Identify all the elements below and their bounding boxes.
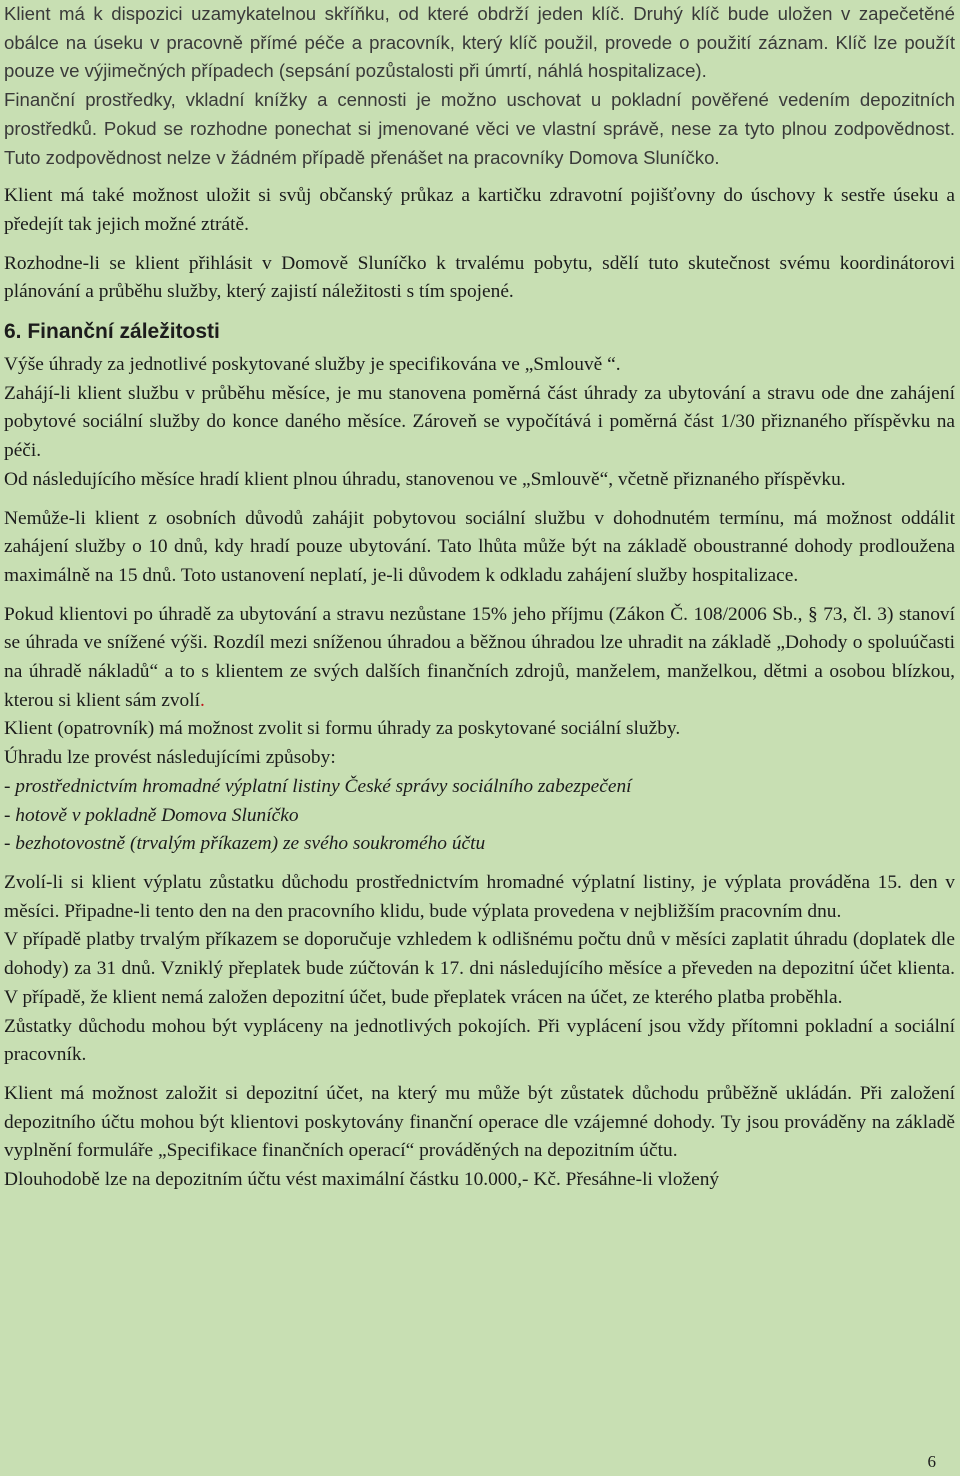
paragraph-full-payment: Od následujícího měsíce hradí klient plnou úhradu, stanovenou ve „Smlouvě“, včetně přiznaného příspěvku. — [4, 468, 846, 490]
paragraph-reduced-payment — [4, 601, 955, 716]
reduced-payment-text: Pokud klientovi po úhradě za ubytování a stravu nezůstane 15% jeho příjmu (Zákon Č. 108/2006 Sb., § 73, čl. 3) stanoví se úhrada ve snížené výši. Rozdíl mezi sníženou úhradou a běžnou úhradou lze uhradit na základě „Dohody o spoluúčasti na úhradě nákladů“ a to s klientem ze svých dalších finančních zdrojů, manželem, manželkou, dětmi a osobou blízkou, kterou si klient sám zvolí — [4, 603, 955, 711]
page-number: 6 — [927, 1452, 936, 1471]
paragraph-postpone-start: Nemůže-li klient z osobních důvodů zahájit pobytovou sociální službu v dohodnutém termínu, má možnost oddálit zahájení služby o 10 dnů, kdy hradí pouze ubytování. Tato lhůta může být na základě oboustranné dohody prodloužena maximálně na 15 dnů. Toto ustanovení neplatí, je-li důvodem k odkladu zahájení služby hospitalizace. — [4, 507, 955, 586]
paragraph-permanent-stay: Rozhodne-li se klient přihlásit v Domově Sluníčko k trvalému pobytu, sdělí tuto skutečnost svému koordinátorovi plánování a průběhu služby, který zajistí náležitosti s tím spojené. — [4, 252, 955, 303]
paragraph-mid-month-start: Zahájí-li klient službu v průběhu měsíce, je mu stanovena poměrná část úhrady za ubytování a stravu ode dne zahájení pobytové sociální služby do konce daného měsíce. Zároveň se vypočítává i poměrná část 1/30 přiznaného příspěvku na péči. — [4, 382, 955, 462]
payment-methods-list — [4, 773, 955, 859]
list-item: - prostřednictvím hromadné výplatní listiny České správy sociálního zabezpečení — [4, 775, 632, 797]
paragraph-id-card-storage: Klient má také možnost uložit si svůj občanský průkaz a kartičku zdravotní pojišťovny do úschovy k sestře úseku a předejít tak jejich možné ztrátě. — [4, 185, 955, 235]
paragraph-payment-amount: Výše úhrady za jednotlivé poskytované služby je specifikována ve „Smlouvě “. — [4, 354, 621, 376]
paragraph-payment-methods-intro: Úhradu lze provést následujícími způsoby: — [4, 747, 336, 769]
paragraph-deposit-limit: Dlouhodobě lze na depozitním účtu vést maximální částku 10.000,- Kč. Přesáhne-li vložený — [4, 1169, 720, 1191]
reduced-payment-period: . — [200, 689, 205, 711]
paragraph-deposit-account: Klient má možnost založit si depozitní účet, na který mu může být zůstatek důchodu průběžně ukládán. Při založení depozitního účtu mohou být klientovi poskytovány finanční operace dle vzájemné dohody. Ty jsou prováděny na základě vyplnění formuláře „Specifikace finančních operací“ prováděných na depozitním účtu. — [4, 1082, 955, 1162]
paragraph-pension-payout: Zvolí-li si klient výplatu zůstatku důchodu prostřednictvím hromadné výplatní listiny, je výplata prováděna 15. den v měsíci. Připadne-li tento den na den pracovního klidu, bude výplata provedena v nejbližším pracovním dnu. — [4, 871, 955, 922]
paragraph-locker-key: Klient má k dispozici uzamykatelnou skříňku, od které obdrží jeden klíč. Druhý klíč bude uložen v zapečetěné obálce na úseku v pracovně přímé péče a pracovník, který klíč použil, provede o použití záznam. Klíč lze použít pouze ve výjimečných případech (sepsání pozůstalosti při úmrtí, náhlá hospitalizace). — [4, 3, 955, 82]
document-page — [4, 0, 955, 1195]
paragraph-payment-form: Klient (opatrovník) má možnost zvolit si formu úhrady za poskytované sociální služby. — [4, 718, 681, 740]
paragraph-standing-order: V případě platby trvalým příkazem se doporučuje vzhledem k odlišnému počtu dnů v měsíci zaplatit úhradu (doplatek dle dohody) za 31 dnů. Vzniklý přeplatek bude zúčtován k 17. dni následujícího měsíce a převeden na depozitní účet klienta. V případě, že klient nemá založen depozitní účet, bude přeplatek vrácen na účet, ze kterého platba proběhla. — [4, 929, 955, 1008]
section-heading-financial-matters: 6. Finanční záležitosti — [4, 320, 220, 344]
list-item: - hotově v pokladně Domova Sluníčko — [4, 804, 299, 826]
paragraph-deposit-valuables: Finanční prostředky, vkladní knížky a cennosti je možno uschovat u pokladní pověřené vedením depozitních prostředků. Pokud se rozhodne ponechat si jmenované věci ve vlastní správě, nese za tyto plnou zodpovědnost. Tuto zodpovědnost nelze v žádném případě přenášet na pracovníky Domova Sluníčko. — [4, 89, 955, 168]
list-item: - bezhotovostně (trvalým příkazem) ze svého soukromého účtu — [4, 833, 486, 855]
paragraph-room-payout: Zůstatky důchodu mohou být vypláceny na jednotlivých pokojích. Při vyplácení jsou vždy přítomni pokladní a sociální pracovník. — [4, 1015, 955, 1066]
